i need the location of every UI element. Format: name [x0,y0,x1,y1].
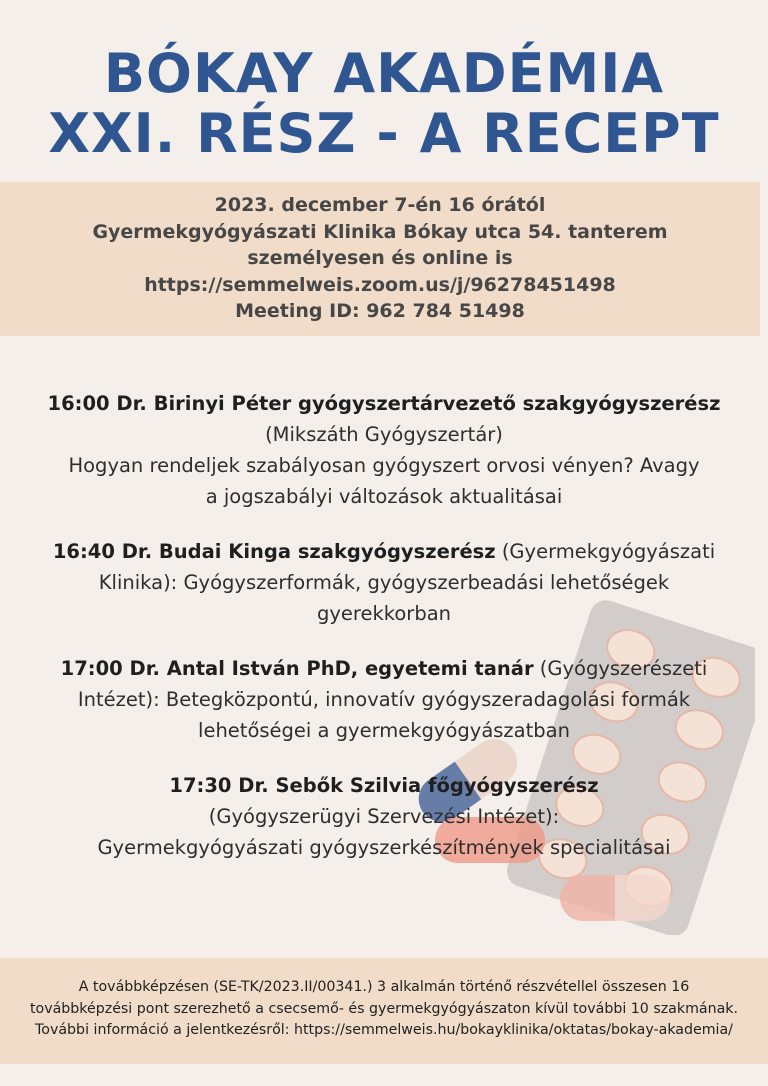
zoom-link[interactable]: https://semmelweis.zoom.us/j/96278451498 [144,273,616,296]
title-line-2: XXI. RÉSZ - A RECEPT [48,102,720,165]
program-item [30,770,738,863]
footer-line: továbbképzési pont szerezhető a csecsemő- és gyermekgyógyászaton kívül további 10 szakmának. [29,1000,739,1017]
talk-speaker: 17:30 Dr. Sebők Szilvia főgyógyszerész [169,774,599,797]
talk-affiliation: (Gyermekgyógyászati [495,540,716,563]
talk-speaker: 16:00 Dr. Birinyi Péter gyógyszertárvezető szakgyógyszerész [47,392,721,415]
talk-title-line: Hogyan rendeljek szabályosan gyógyszert orvosi vényen? Avagy [68,454,700,477]
footer-info [0,958,768,1064]
event-date: 2023. december 7-én 16 órától [214,194,546,216]
program-item [30,653,738,746]
talk-affiliation: (Gyógyszerügyi Szervezési Intézet): [208,805,560,828]
talk-title-line: lehetőségei a gyermekgyógyászatban [198,719,570,742]
talk-affiliation: (Gyógyszerészeti [533,657,708,680]
program-item [30,536,738,629]
talk-speaker: 17:00 Dr. Antal István PhD, egyetemi tanár [60,657,534,680]
talk-speaker: 16:40 Dr. Budai Kinga szakgyógyszerész [52,540,496,563]
talk-title-line: Intézet): Betegközpontú, innovatív gyógyszeradagolási formák [77,688,691,711]
footer-line: A továbbképzésen (SE-TK/2023.II/00341.) 3 alkalmán történő részvétellel összesen 16 [78,979,690,995]
talk-affiliation: (Mikszáth Gyógyszertár) [265,423,503,446]
meeting-id: Meeting ID: 962 784 51498 [235,300,525,322]
footer-link-line[interactable]: További információ a jelentkezésről: https://semmelweis.hu/bokayklinika/oktatas/bokay-akademia/ [35,1022,733,1038]
talk-title-line: gyerekkorban [316,602,452,625]
program-item [30,388,738,512]
program-list [30,388,738,887]
event-info-box [0,182,760,336]
event-mode: személyesen és online is [247,247,513,269]
talk-title-line: a jogszabályi változások aktualitásai [205,485,563,508]
event-location: Gyermekgyógyászati Klinika Bókay utca 54. tanterem [92,220,668,243]
talk-title-line: Klinika): Gyógyszerformák, gyógyszerbeadási lehetőségek [98,571,670,594]
title-line-1: BÓKAY AKADÉMIA [103,42,665,105]
talk-title-line: Gyermekgyógyászati gyógyszerkészítmények specialitásai [97,836,671,859]
